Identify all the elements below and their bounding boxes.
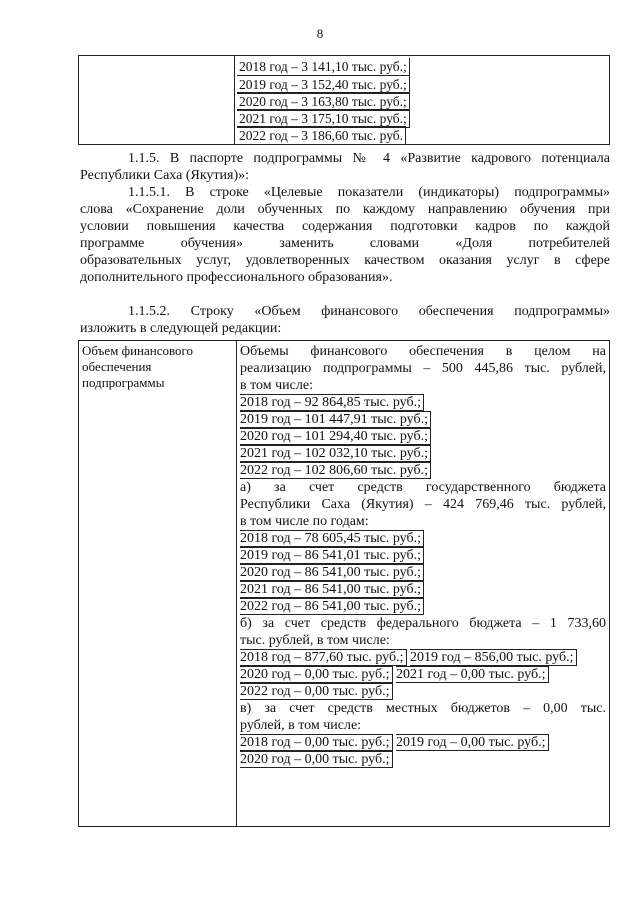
year-amount-line: 2020 год – 86 541,00 тыс. руб.; bbox=[240, 564, 424, 581]
paragraph-1-1-5-2 bbox=[80, 303, 610, 337]
page-number: 8 bbox=[316, 26, 324, 41]
year-amount-line: 2020 год – 0,00 тыс. руб.; bbox=[240, 751, 393, 768]
content-line: б) за счет средств федерального бюджета – 1 733,60 bbox=[240, 616, 606, 631]
year-amount-line: 2020 год – 3 163,80 тыс. руб.; bbox=[237, 92, 410, 111]
content-line: в том числе по годам: bbox=[240, 514, 369, 529]
label-line: обеспечения bbox=[82, 359, 152, 374]
label-line: подпрограммы bbox=[82, 375, 165, 390]
year-amount-line: 2019 год – 101 447,91 тыс. руб.; bbox=[240, 411, 431, 428]
year-amount-line: 2018 год – 0,00 тыс. руб.; bbox=[240, 734, 393, 751]
content-line: тыс. рублей, в том числе: bbox=[240, 633, 390, 648]
year-amount-line: 2018 год – 3 141,10 тыс. руб.; bbox=[237, 58, 410, 76]
year-amount-line: 2021 год – 102 032,10 тыс. руб.; bbox=[240, 445, 431, 462]
text-line: образовательных услуг, удовлетворенных качеством оказания услуг в сфере bbox=[80, 253, 610, 268]
year-amount-line: 2021 год – 3 175,10 тыс. руб.; bbox=[237, 109, 410, 128]
content-line: Республики Саха (Якутия) – 424 769,46 тыс. рублей, bbox=[240, 497, 606, 512]
text-line: 1.1.5. В паспорте подпрограммы № 4 «Развитие кадрового потенциала bbox=[128, 151, 610, 166]
text-line: изложить в следующей редакции: bbox=[80, 321, 282, 336]
content-line: в том числе: bbox=[240, 378, 313, 393]
text-line: условии повышения качества содержания подготовки кадров по каждой bbox=[80, 219, 610, 234]
year-amount-line: 2022 год – 102 806,60 тыс. руб.; bbox=[240, 462, 431, 479]
text-line: 1.1.5.1. В строке «Целевые показатели (индикаторы) подпрограммы» bbox=[128, 185, 610, 200]
year-amount-line: 2021 год – 86 541,00 тыс. руб.; bbox=[240, 581, 424, 598]
year-amount-line: 2021 год – 0,00 тыс. руб.; bbox=[396, 666, 549, 683]
year-amount-line: 2019 год – 0,00 тыс. руб.; bbox=[396, 734, 549, 751]
paragraph-1-1-5-1 bbox=[80, 184, 610, 286]
table-content-cell bbox=[240, 343, 606, 768]
year-amount-line: 2020 год – 0,00 тыс. руб.; bbox=[240, 666, 393, 683]
year-amount-line: 2018 год – 877,60 тыс. руб.; bbox=[240, 649, 407, 666]
year-amount-line: 2019 год – 86 541,01 тыс. руб.; bbox=[240, 547, 424, 564]
content-line: рублей, в том числе: bbox=[240, 718, 362, 733]
content-line: реализацию подпрограммы – 500 445,86 тыс. рублей, bbox=[240, 361, 606, 376]
text-line: слова «Сохранение доли обученных по каждому направлению обучения при bbox=[80, 202, 610, 217]
year-amount-line: 2018 год – 92 864,85 тыс. руб.; bbox=[240, 394, 424, 411]
year-amount-line: 2019 год – 856,00 тыс. руб.; bbox=[410, 649, 577, 666]
table-label-cell bbox=[79, 341, 237, 826]
content-line: в) за счет средств местных бюджетов – 0,00 тыс. bbox=[240, 701, 606, 716]
year-amount-line: 2022 год – 0,00 тыс. руб.; bbox=[240, 683, 393, 700]
table-values-cell bbox=[235, 56, 609, 144]
text-line: Республики Саха (Якутия)»: bbox=[80, 168, 250, 183]
content-line: Объемы финансового обеспечения в целом на bbox=[240, 344, 606, 359]
label-line: Объем финансового bbox=[82, 343, 194, 358]
table-empty-cell bbox=[79, 56, 235, 144]
funding-volume-table bbox=[78, 340, 610, 827]
text-line: программе обучения» заменить словами «Доля потребителей bbox=[80, 236, 610, 251]
year-amount-line: 2022 год – 3 186,60 тыс. руб. bbox=[237, 126, 406, 145]
year-amount-line: 2020 год – 101 294,40 тыс. руб.; bbox=[240, 428, 431, 445]
year-amount-line: 2022 год – 86 541,00 тыс. руб.; bbox=[240, 598, 424, 615]
paragraph-1-1-5 bbox=[80, 150, 610, 184]
funding-table-continued bbox=[78, 55, 610, 145]
text-line: дополнительного профессионального образования». bbox=[80, 270, 393, 285]
text-line: 1.1.5.2. Строку «Объем финансового обеспечения подпрограммы» bbox=[128, 304, 610, 319]
content-line: а) за счет средств государственного бюджета bbox=[240, 480, 606, 495]
year-amount-line: 2019 год – 3 152,40 тыс. руб.; bbox=[237, 75, 410, 94]
year-amount-line: 2018 год – 78 605,45 тыс. руб.; bbox=[240, 530, 424, 547]
